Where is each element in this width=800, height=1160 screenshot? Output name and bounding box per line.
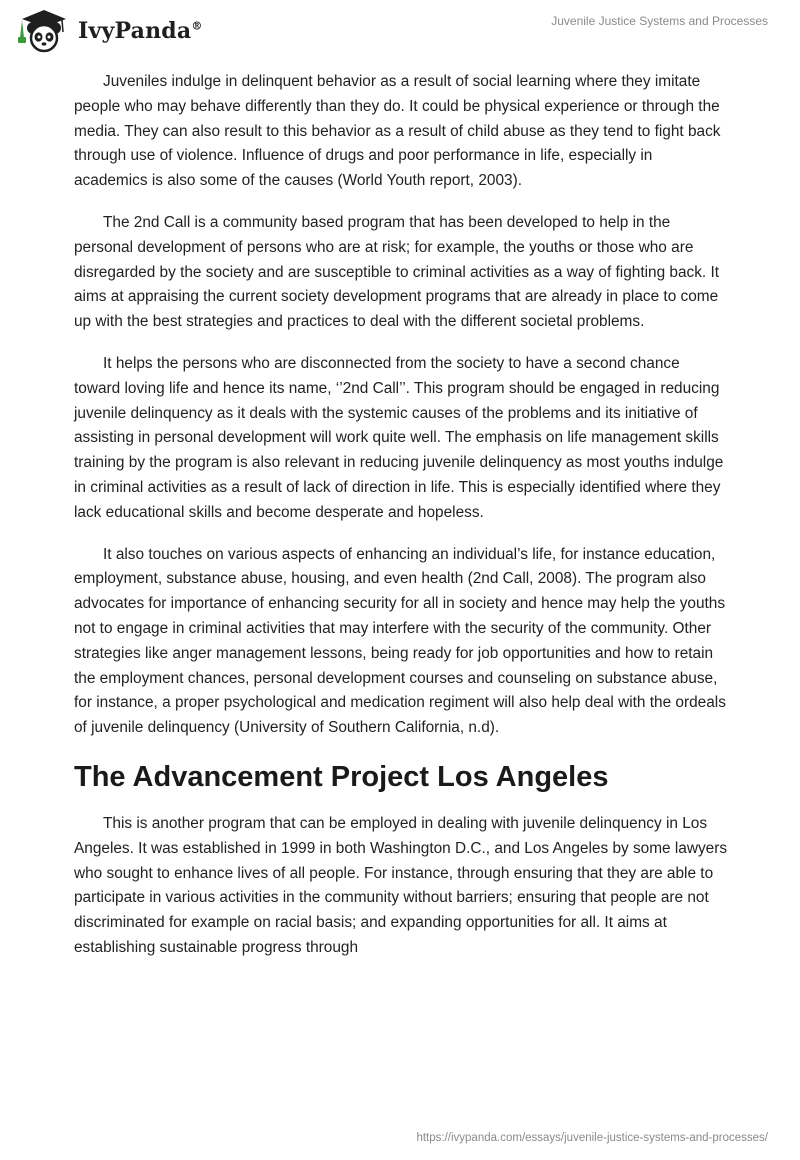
document-title: Juvenile Justice Systems and Processes bbox=[551, 14, 768, 28]
brand-name: IvyPanda® bbox=[78, 18, 203, 44]
ivypanda-logo[interactable] bbox=[14, 8, 203, 54]
paragraph: Juveniles indulge in delinquent behavior as a result of social learning where they imitate people who may behave differently than they do. It could be physical experience or through the media. They can also result to this behavior as a result of child abuse as they tend to fight back through use of violence. Influence of drugs and poor performance in life, especially in academics is also some of the causes (World Youth report, 2003). bbox=[74, 73, 721, 190]
source-url[interactable]: https://ivypanda.com/essays/juvenile-justice-systems-and-processes/ bbox=[416, 1132, 768, 1144]
page-header bbox=[0, 0, 800, 60]
panda-graduate-icon bbox=[14, 8, 74, 54]
paragraph: This is another program that can be employed in dealing with juvenile delinquency in Los Angeles. It was established in 1999 in both Washington D.C., and Los Angeles by some lawyers who sought to enhance lives of all people. For instance, through ensuring that they are able to participate in various activities in the community without barriers; ensuring that people are not discriminated for example on racial basis; and expanding opportunities for all. It aims at establishing sustainable progress through bbox=[74, 814, 728, 956]
paragraph: It also touches on various aspects of enhancing an individual’s life, for instance education, employment, substance abuse, housing, and even health (2nd Call, 2008). The program also advocates for importance of enhancing security for all in society and hence may help the youths not to engage in criminal activities that may interfere with the security of the community. Other strategies like anger management lessons, being ready for job opportunities and how to retain the employment chances, personal development courses and counseling on substance abuse, for instance, a proper psychological and medication regiment will also help deal with the ordeals of juvenile delinquency (University of Southern California, n.d). bbox=[74, 545, 726, 737]
essay-body bbox=[74, 70, 728, 978]
paragraph: The 2nd Call is a community based program that has been developed to help in the personal development of persons who are at risk; for example, the youths or those who are disregarded by the society and are susceptible to criminal activities as a way of fighting back. It aims at appraising the current society development programs that are already in place to come up with the best strategies and practices to deal with the different societal problems. bbox=[74, 213, 720, 331]
section-heading: The Advancement Project Los Angeles bbox=[74, 760, 609, 793]
paragraph: It helps the persons who are disconnected from the society to have a second chance toward loving life and hence its name, ‘’2nd Call’’. This program should be engaged in reducing juvenile delinquency as it deals with the systemic causes of the problems and its initiative of assisting in personal development will work quite well. The emphasis on life management skills training by the program is also relevant in reducing juvenile delinquency as most youths indulge in criminal activities as a result of lack of direction in life. This is especially identified where they lack educational skills and become desperate and hopeless. bbox=[74, 354, 724, 521]
